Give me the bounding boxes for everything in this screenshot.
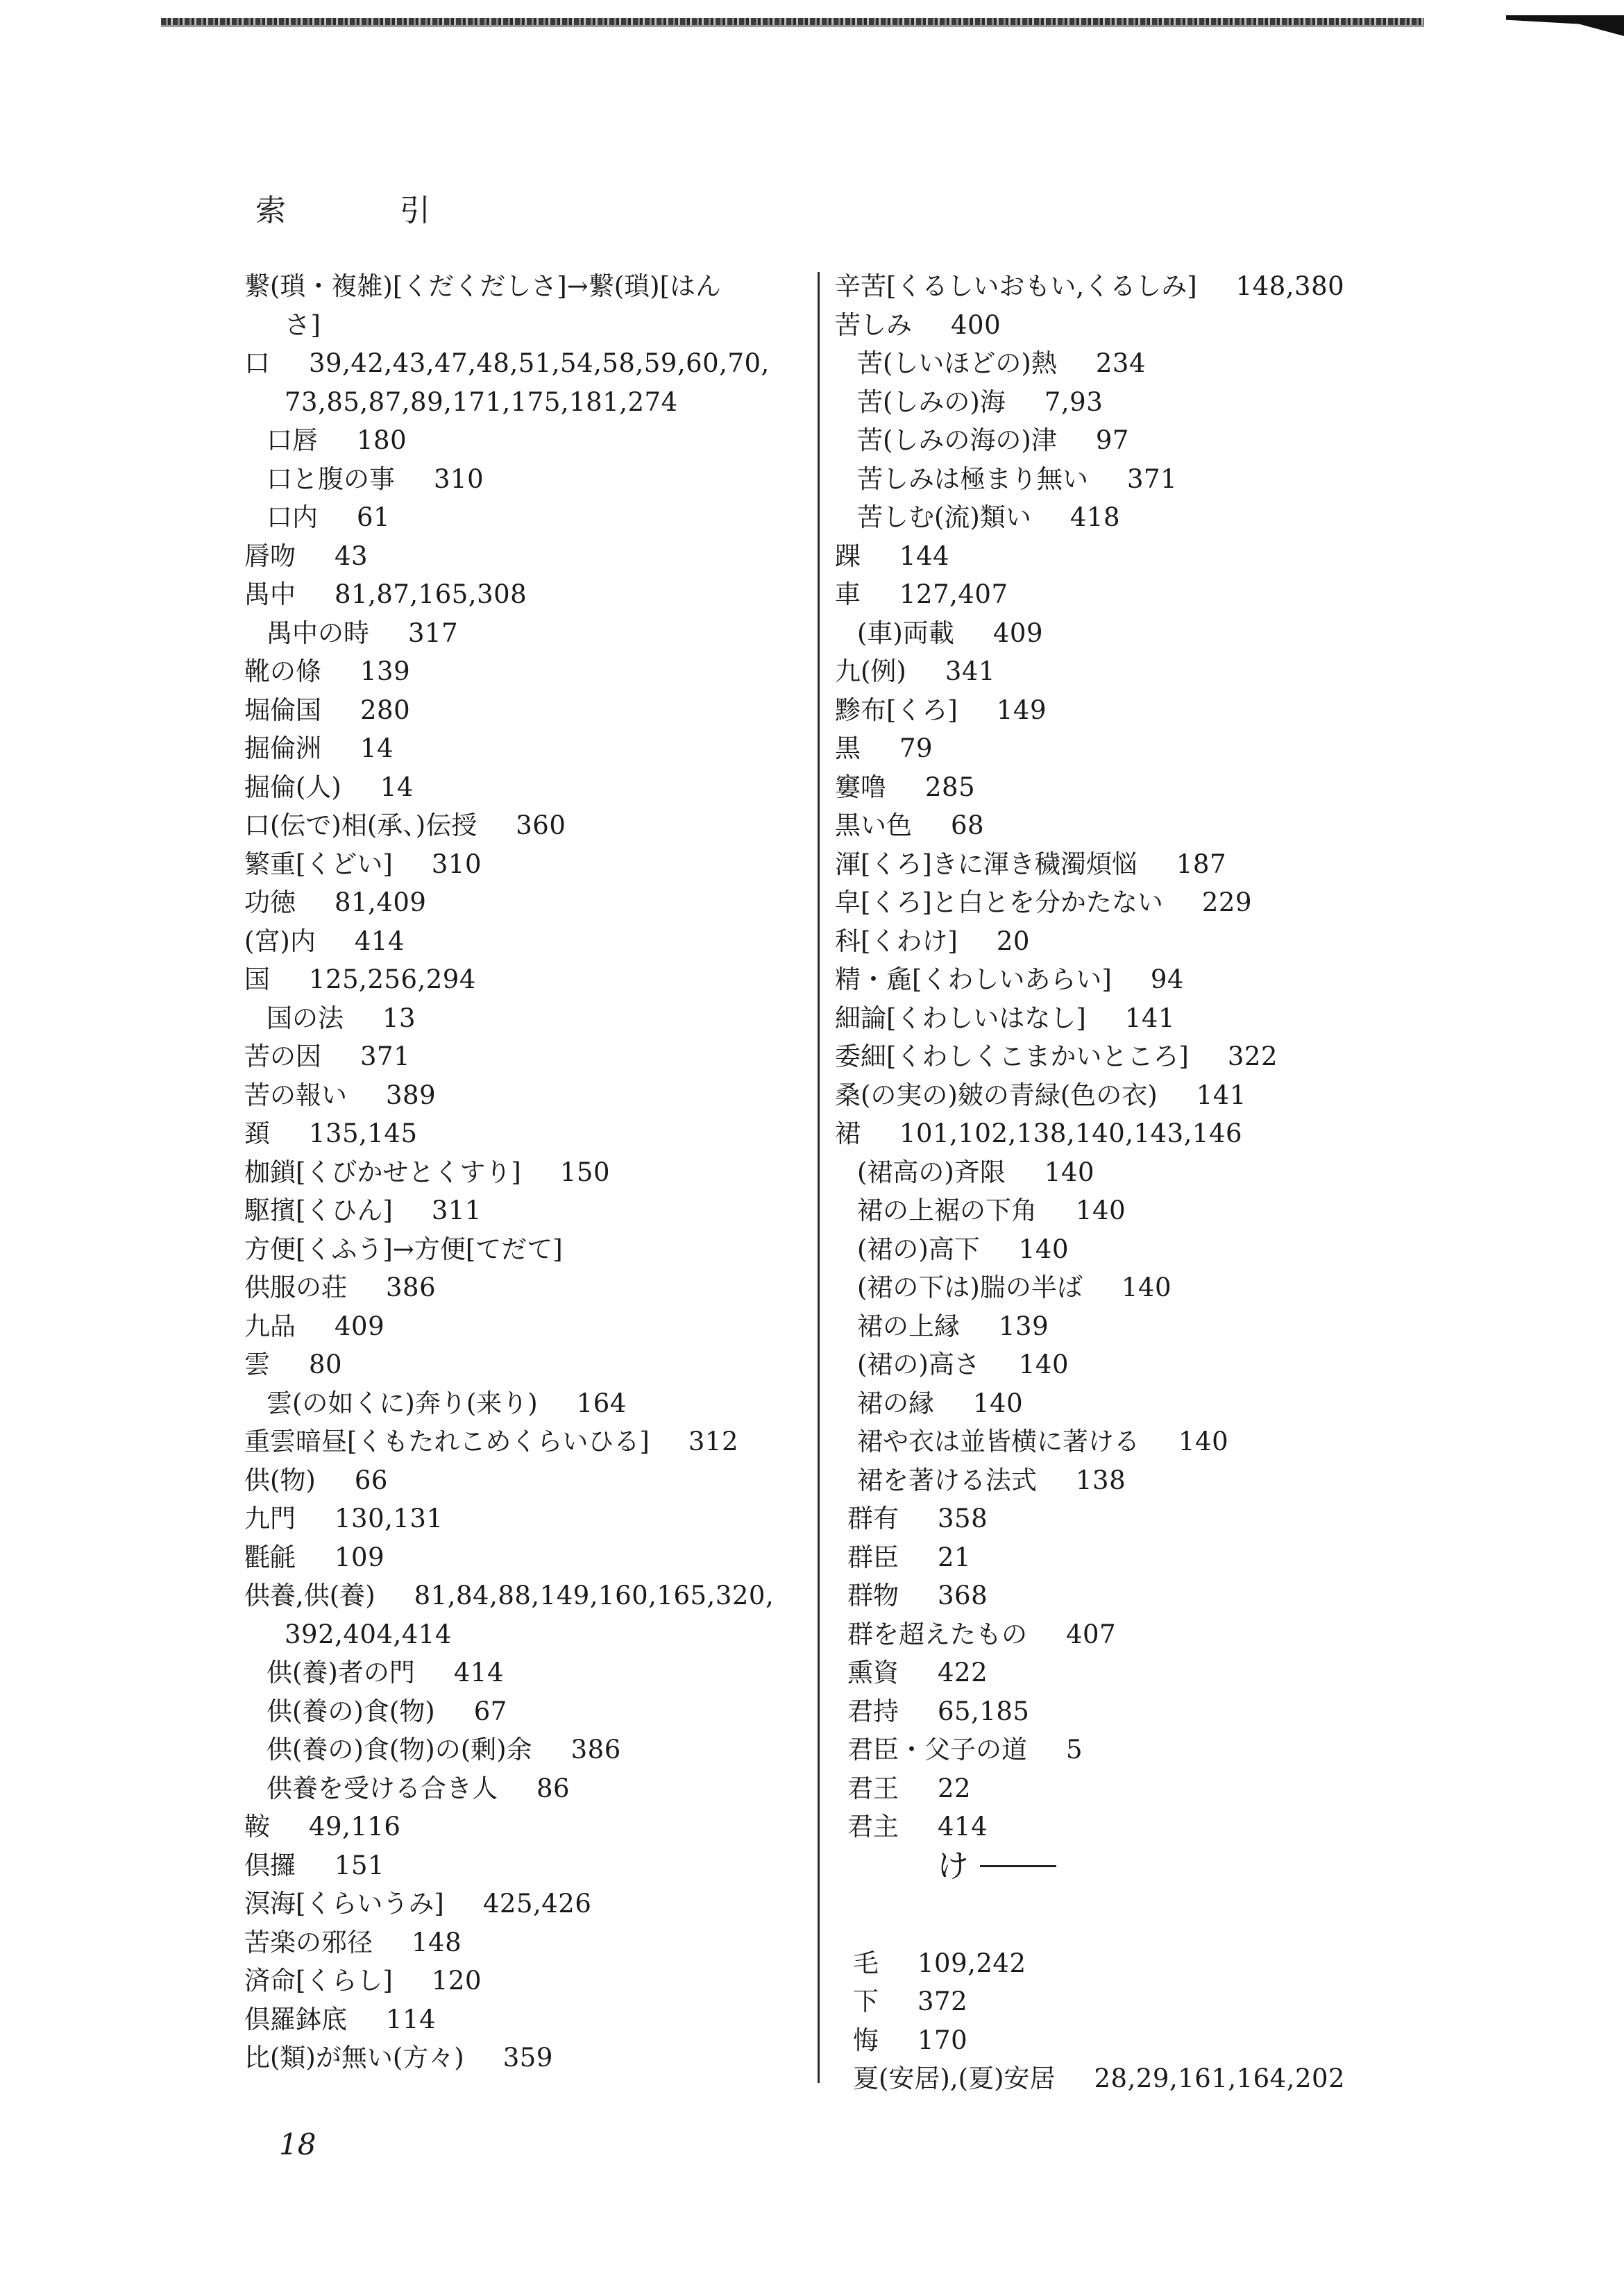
index-page-refs: 312: [688, 1427, 738, 1456]
index-entry: [244, 2000, 786, 2039]
index-page-refs: 7,93: [1044, 386, 1103, 417]
index-entry: [835, 383, 1425, 422]
index-page-refs: 140: [1178, 1427, 1229, 1456]
index-page-refs: 418: [1069, 502, 1120, 532]
index-term: 黒: [835, 733, 861, 763]
index-entry: [835, 1037, 1425, 1076]
page-number: 18: [279, 2127, 316, 2161]
index-page-refs: 135,145: [309, 1119, 418, 1148]
index-term: 裙や衣は並皆横に著ける: [857, 1427, 1140, 1456]
index-term: 済命[くらし]: [244, 1966, 393, 1996]
index-term: 苦の報い: [244, 1080, 347, 1110]
index-page-refs: 141: [1124, 1003, 1175, 1033]
index-term: 苦楽の邪径: [244, 1927, 373, 1957]
index-term: (裙の下は)腨の半ば: [857, 1273, 1083, 1302]
index-page-refs: 414: [354, 926, 405, 956]
index-entry-continuation: さ]: [285, 309, 321, 340]
index-entry: [244, 1923, 786, 1962]
index-entry: [244, 1692, 786, 1731]
index-entry: [244, 691, 786, 730]
index-page-refs: 94: [1150, 964, 1184, 994]
index-term: 苦しみは極まり無い: [857, 464, 1088, 494]
index-page-refs: 150: [559, 1157, 610, 1187]
index-entry: [835, 1384, 1425, 1423]
index-entry: [835, 1114, 1425, 1153]
index-entry: [244, 1307, 786, 1346]
index-page-refs: 414: [938, 1812, 988, 1842]
index-page-refs: 148,380: [1235, 271, 1345, 301]
index-entry: [244, 1230, 786, 1269]
index-entry: [835, 537, 1425, 576]
index-page-refs: 234: [1095, 348, 1146, 378]
section-heading-ke-label: け: [937, 1847, 969, 1885]
index-term: 枷鎖[くびかせとくすり]: [244, 1157, 521, 1187]
scan-artifact-top: [161, 18, 1424, 25]
index-page-refs: 180: [357, 425, 407, 455]
index-term: 群有: [847, 1504, 899, 1533]
index-page-refs: 80: [309, 1350, 343, 1379]
index-term: 渾[くろ]きに渾き穢濁煩悩: [835, 849, 1137, 879]
column-divider: [818, 272, 820, 2083]
index-page-refs: 310: [431, 849, 482, 879]
index-entry: [835, 1345, 1425, 1384]
index-page-refs: 109,242: [917, 1948, 1026, 1978]
index-term: 国の法: [267, 1003, 344, 1033]
index-entry: [244, 1885, 786, 1923]
index-entry: [835, 1692, 1425, 1731]
index-term: 重雲暗昼[くもたれこめくらいひる]: [244, 1427, 650, 1456]
index-entry: [244, 999, 786, 1038]
index-entry: [244, 845, 786, 884]
index-entry: [244, 729, 786, 768]
index-term: 君持: [847, 1696, 899, 1726]
index-entry: [835, 691, 1425, 730]
index-entry: [835, 1076, 1425, 1115]
index-page-refs: 21: [938, 1542, 972, 1572]
index-entry: [835, 1461, 1425, 1500]
index-page-refs: 368: [938, 1581, 988, 1610]
index-entry: [835, 960, 1425, 999]
index-entry: [244, 1153, 786, 1192]
index-entry: [835, 1944, 1425, 1983]
index-term: 供(養の)食(物)の(剰)余: [267, 1735, 532, 1764]
index-page-refs: 151: [335, 1850, 385, 1880]
index-page-refs: 139: [360, 656, 411, 686]
index-entry: [244, 1730, 786, 1769]
index-entry: [835, 498, 1425, 537]
index-entry: [835, 460, 1425, 499]
index-entry: [835, 1538, 1425, 1577]
index-page-refs: 372: [917, 1987, 968, 2016]
index-page-refs: 14: [360, 733, 394, 763]
index-entry: [835, 1422, 1425, 1461]
index-term: 九品: [244, 1311, 296, 1341]
index-term: 供養,供(養): [244, 1581, 375, 1610]
index-entry: [835, 1730, 1425, 1769]
index-term: 科[くわけ]: [835, 926, 958, 956]
index-term: 禺中の時: [267, 618, 369, 648]
index-page-refs: 311: [431, 1196, 482, 1225]
index-term: 苦(しみの)海: [857, 386, 1006, 417]
index-term: 桑(の実の)皴の青緑(色の衣): [835, 1080, 1158, 1110]
index-page-refs: 144: [899, 541, 950, 571]
index-entry: [835, 306, 1425, 345]
index-entry: [244, 1076, 786, 1115]
index-term: 溟海[くらいうみ]: [244, 1889, 444, 1919]
index-term: 禺中: [244, 579, 296, 609]
index-page-refs: 341: [945, 656, 995, 686]
index-page-refs: 120: [431, 1966, 482, 1996]
index-entry: [835, 421, 1425, 460]
index-page-refs: 164: [576, 1388, 627, 1418]
index-term: 君王: [847, 1773, 899, 1803]
section-spacer: [835, 1846, 1425, 1944]
index-page-refs: 66: [354, 1465, 388, 1495]
index-entry: [835, 845, 1425, 884]
index-entry: [835, 1615, 1425, 1654]
index-column-right: [835, 267, 1425, 2098]
index-page-refs: 81,87,165,308: [335, 579, 527, 609]
index-term: 苦(しいほどの)熱: [857, 348, 1057, 378]
index-term: 悔: [853, 2025, 879, 2055]
index-entry: [244, 537, 786, 576]
index-page-refs: 358: [938, 1504, 988, 1533]
index-page-refs: 422: [938, 1658, 988, 1687]
index-page-refs: 22: [938, 1773, 972, 1803]
index-term: 君主: [847, 1812, 899, 1842]
index-term: 苦の因: [244, 1041, 321, 1071]
section-heading-dash: [980, 1865, 1056, 1867]
index-term: 雲: [244, 1350, 270, 1379]
index-entry-continuation: 392,404,414: [285, 1619, 452, 1649]
index-entry: [244, 1846, 786, 1885]
index-term: 裙: [835, 1119, 861, 1148]
scan-artifact-line: [161, 25, 1424, 27]
index-entry: [244, 1114, 786, 1153]
index-entry: [244, 614, 786, 653]
index-term: 倶攞: [244, 1850, 296, 1880]
index-page-refs: 285: [925, 772, 976, 802]
index-term: 口内: [267, 502, 318, 532]
index-term: 精・麁[くわしいあらい]: [835, 964, 1112, 994]
index-term: 口(伝で)相(承、)伝授: [244, 810, 477, 840]
index-entry-continuation: 73,85,87,89,171,175,181,274: [285, 386, 678, 417]
index-page-refs: 140: [1044, 1157, 1094, 1187]
index-term: 群を超えたもの: [847, 1619, 1027, 1649]
index-term: 靴の條: [244, 656, 321, 686]
index-page-refs: 386: [570, 1735, 621, 1764]
index-page-refs: 125,256,294: [309, 964, 476, 994]
index-term: 皁[くろ]と白とを分かたない: [835, 887, 1163, 917]
index-entry: [244, 344, 786, 383]
index-page-refs: 13: [382, 1003, 416, 1033]
index-term: 口と腹の事: [267, 464, 395, 494]
index-term: 辛苦[くるしいおもい,くるしみ]: [835, 271, 1197, 301]
index-page-refs: 97: [1095, 425, 1129, 455]
index-entry: [835, 2059, 1425, 2098]
index-page-refs: 14: [380, 772, 414, 802]
index-entry: [244, 460, 786, 499]
index-entry: [244, 922, 786, 961]
index-page-refs: 86: [536, 1773, 570, 1803]
index-entry: [244, 1191, 786, 1230]
index-entry: [835, 1808, 1425, 1846]
index-entry: [835, 1499, 1425, 1538]
index-page-refs: 322: [1227, 1041, 1278, 1071]
index-page-refs: 139: [999, 1311, 1049, 1341]
index-entry: [835, 1769, 1425, 1808]
index-term: 国: [244, 964, 270, 994]
index-page-refs: 5: [1066, 1735, 1083, 1764]
index-term: 細論[くわしいはなし]: [835, 1003, 1086, 1033]
index-entry: [244, 1461, 786, 1500]
index-term: 君臣・父子の道: [847, 1735, 1027, 1764]
index-page-refs: 359: [502, 2043, 553, 2073]
index-term: 苦(しみの海の)津: [857, 425, 1057, 455]
index-term: 夏(安居),(夏)安居: [853, 2064, 1056, 2093]
index-term: 方便[くふう]→方便[てだて]: [244, 1234, 563, 1264]
index-term: 供(養の)食(物): [267, 1696, 435, 1726]
index-term: 掘倫(人): [244, 772, 341, 802]
index-entry: [244, 1769, 786, 1808]
index-term: 九門: [244, 1504, 296, 1533]
index-entry: [244, 883, 786, 922]
index-page-refs: 138: [1076, 1465, 1126, 1495]
index-page-refs: 140: [1121, 1273, 1172, 1302]
index-entry: [835, 614, 1425, 653]
index-page-refs: 61: [357, 502, 391, 532]
index-term: 黪布[くろ]: [835, 695, 958, 725]
index-term: 群臣: [847, 1542, 899, 1572]
index-term: 苦しみ: [835, 309, 912, 340]
index-page-refs: 114: [386, 2004, 437, 2034]
index-page-refs: 400: [951, 309, 1001, 340]
index-page-refs: 65,185: [938, 1696, 1030, 1726]
index-page-refs: 360: [516, 810, 566, 840]
index-entry: [244, 652, 786, 691]
index-term: 苦しむ(流)類い: [857, 502, 1031, 532]
index-entry: [835, 806, 1425, 845]
index-page-refs: 414: [453, 1658, 504, 1687]
index-entry: [244, 1037, 786, 1076]
index-entry: [835, 999, 1425, 1038]
index-entry: [244, 1345, 786, 1384]
index-column-left: [244, 267, 786, 2077]
index-term: 鞍: [244, 1812, 270, 1842]
scan-artifact-wedge: [1506, 15, 1624, 36]
index-entry: [835, 922, 1425, 961]
index-term: 車: [835, 579, 861, 609]
index-page-refs: 389: [386, 1080, 437, 1110]
index-entry: [244, 1576, 786, 1615]
index-entry: [835, 267, 1425, 306]
index-term: 九(例): [835, 656, 906, 686]
index-term: 委細[くわしくこまかいところ]: [835, 1041, 1189, 1071]
index-term: 比(類)が無い(方々): [244, 2043, 464, 2073]
index-page-refs: 187: [1176, 849, 1226, 879]
index-page-refs: 101,102,138,140,143,146: [899, 1119, 1243, 1148]
index-term: 功徳: [244, 887, 296, 917]
index-entry: [244, 575, 786, 614]
index-term: 裙を著ける法式: [857, 1465, 1037, 1495]
index-page-refs: 127,407: [899, 579, 1008, 609]
index-term: 頚: [244, 1119, 270, 1148]
index-term: 踝: [835, 541, 861, 571]
index-term: (裙高の)斉限: [857, 1157, 1006, 1187]
index-page-refs: 148: [412, 1927, 462, 1957]
index-term: 口唇: [267, 425, 318, 455]
index-page-refs: 425,426: [482, 1889, 592, 1919]
index-entry: [244, 421, 786, 460]
index-term: (裙の)高さ: [857, 1350, 980, 1379]
index-page-refs: 79: [899, 733, 933, 763]
index-entry: [244, 267, 786, 306]
index-entry: [835, 1576, 1425, 1615]
index-term: 供(養)者の門: [267, 1658, 415, 1687]
index-page-refs: 229: [1201, 887, 1252, 917]
index-page-refs: 317: [408, 618, 459, 648]
index-page-refs: 141: [1196, 1080, 1246, 1110]
index-term: 駆擯[くひん]: [244, 1196, 393, 1225]
index-term: 堀倫国: [244, 695, 321, 725]
index-page-refs: 371: [1127, 464, 1178, 494]
index-entry: [835, 1307, 1425, 1346]
index-page-refs: 386: [386, 1273, 437, 1302]
index-entry: [835, 1268, 1425, 1307]
index-entry: [835, 883, 1425, 922]
index-term: 供(物): [244, 1465, 316, 1495]
index-page-refs: 49,116: [309, 1812, 401, 1842]
index-entry: [244, 1499, 786, 1538]
index-page-refs: 20: [996, 926, 1030, 956]
section-heading-ke: [937, 1847, 1056, 1885]
index-entry: [835, 768, 1425, 807]
index-term: 下: [853, 1987, 879, 2016]
index-page-refs: 149: [996, 695, 1047, 725]
index-entry: [244, 1808, 786, 1846]
index-entry: [244, 2039, 786, 2077]
index-entry: [244, 1422, 786, 1461]
index-term: 供服の荘: [244, 1273, 347, 1302]
index-term: 熏資: [847, 1658, 899, 1687]
index-entry: [835, 575, 1425, 614]
index-page-refs: 67: [473, 1696, 507, 1726]
index-page-refs: 407: [1066, 1619, 1117, 1649]
index-entry: [244, 768, 786, 807]
index-term: 倶羅鉢底: [244, 2004, 347, 2034]
index-page-refs: 81,409: [335, 887, 427, 917]
index-entry: [835, 1982, 1425, 2021]
index-term: 掘倫洲: [244, 733, 321, 763]
index-term: (裙の)高下: [857, 1234, 980, 1264]
index-page-refs: 140: [1076, 1196, 1126, 1225]
page-title: 索 引: [255, 193, 472, 228]
index-term: 裙の縁: [857, 1388, 934, 1418]
index-entry: [244, 1538, 786, 1577]
index-page-refs: 280: [360, 695, 411, 725]
index-entry: [835, 1230, 1425, 1269]
index-term: 氍毹: [244, 1542, 296, 1572]
index-page-refs: 140: [1018, 1350, 1069, 1379]
index-page-refs: 81,84,88,149,160,165,320,: [414, 1581, 775, 1610]
index-entry: [244, 1268, 786, 1307]
index-page-refs: 310: [434, 464, 484, 494]
index-page-refs: 409: [992, 618, 1043, 648]
index-page-refs: 28,29,161,164,202: [1094, 2064, 1346, 2093]
index-page-refs: 140: [1018, 1234, 1069, 1264]
index-entry: [244, 1962, 786, 2000]
index-term: 雲(の如くに)奔り(来り): [267, 1388, 538, 1418]
index-entry: [835, 1653, 1425, 1692]
index-page-refs: 140: [973, 1388, 1024, 1418]
index-page-refs: 170: [917, 2025, 968, 2055]
index-term: 繋(瑣・複雑)[くだくだしさ]→繋(瑣)[はん: [244, 271, 722, 301]
index-entry: [244, 498, 786, 537]
index-entry: [835, 652, 1425, 691]
index-page-refs: 409: [335, 1311, 385, 1341]
index-term: 群物: [847, 1581, 899, 1610]
index-entry: [244, 1653, 786, 1692]
index-page-refs: 130,131: [335, 1504, 443, 1533]
index-term: 窶噜: [835, 772, 886, 802]
index-page-refs: 371: [360, 1041, 411, 1071]
index-term: 繁重[くどい]: [244, 849, 393, 879]
index-entry: [244, 1384, 786, 1423]
index-page-refs: 43: [335, 541, 369, 571]
index-entry: [835, 344, 1425, 383]
index-page-refs: 109: [335, 1542, 385, 1572]
index-term: 裙の上縁: [857, 1311, 960, 1341]
index-entry: [835, 729, 1425, 768]
index-term: (車)両載: [857, 618, 954, 648]
index-term: 黒い色: [835, 810, 912, 840]
index-entry: [835, 2021, 1425, 2060]
index-page-refs: 39,42,43,47,48,51,54,58,59,60,70,: [309, 348, 770, 378]
index-page-refs: 68: [951, 810, 985, 840]
index-term: 供養を受ける合き人: [267, 1773, 498, 1803]
index-term: (宮)内: [244, 926, 316, 956]
index-entry: [835, 1153, 1425, 1192]
index-term: 脣吻: [244, 541, 296, 571]
index-term: 毛: [853, 1948, 879, 1978]
index-term: 口: [244, 348, 270, 378]
index-term: 裙の上裾の下角: [857, 1196, 1037, 1225]
index-entry: [835, 1191, 1425, 1230]
index-entry: [244, 806, 786, 845]
index-entry: [244, 960, 786, 999]
